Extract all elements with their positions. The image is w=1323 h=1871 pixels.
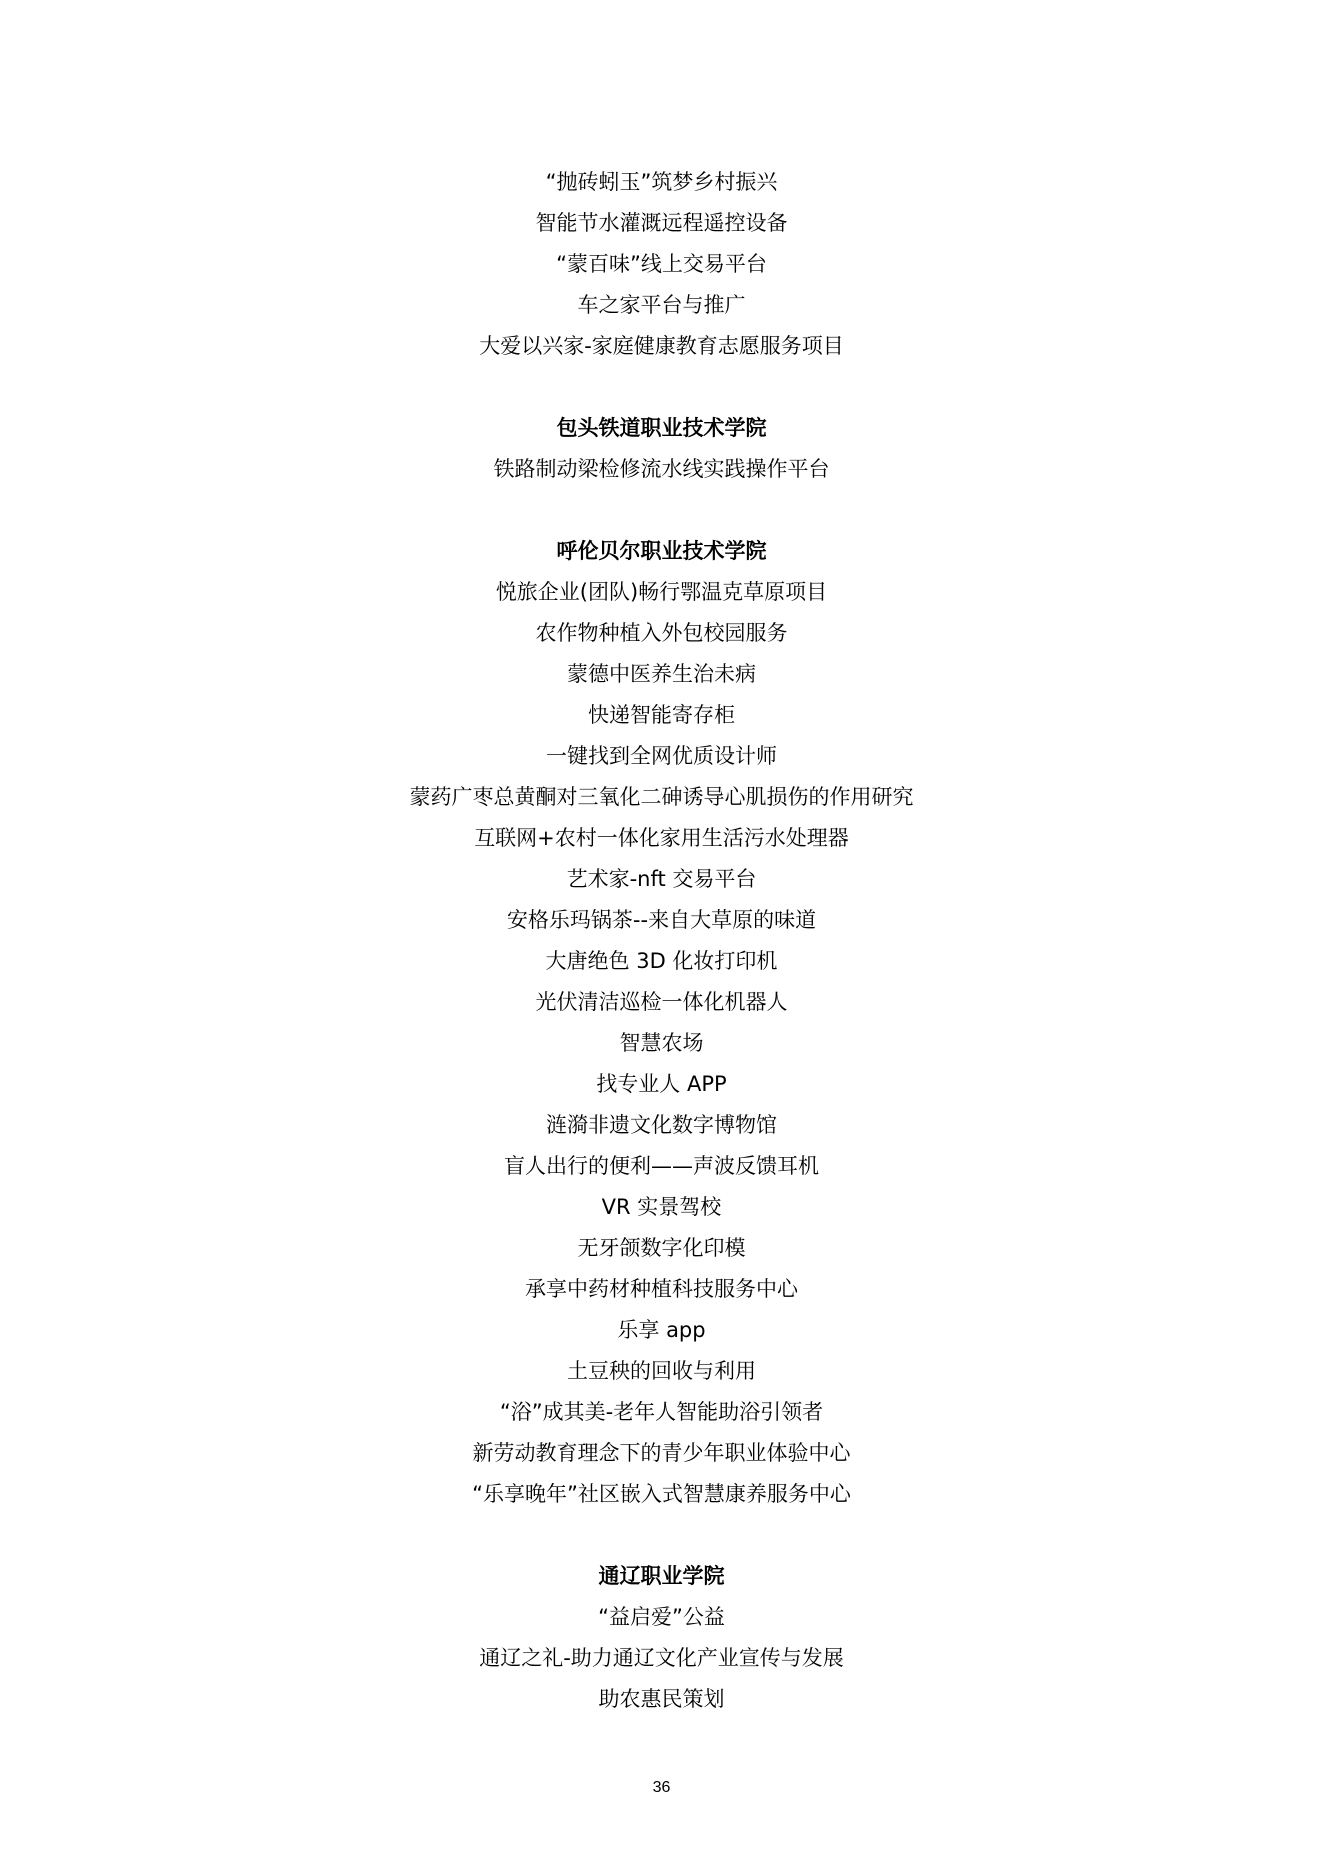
section-tongliao	[0, 1556, 1323, 1720]
project-item: 承享中药材种植科技服务中心	[525, 1277, 798, 1301]
project-item: 乐享 app	[617, 1318, 706, 1342]
project-item: 农作物种植入外包校园服务	[535, 621, 788, 645]
project-item: 大爱以兴家-家庭健康教育志愿服务项目	[479, 334, 844, 358]
project-item: 车之家平台与推广	[577, 293, 746, 317]
project-item: 找专业人 APP	[596, 1072, 727, 1096]
project-item: 蒙德中医养生治未病	[567, 662, 756, 686]
section-hulunbuir	[0, 531, 1323, 1515]
project-item: 新劳动教育理念下的青少年职业体验中心	[472, 1441, 851, 1465]
project-item: 通辽之礼-助力通辽文化产业宣传与发展	[479, 1646, 844, 1670]
project-item: “抛砖蚓玉”筑梦乡村振兴	[545, 170, 778, 194]
institution-heading: 包头铁道职业技术学院	[556, 416, 767, 440]
institution-heading: 呼伦贝尔职业技术学院	[556, 539, 767, 563]
project-item: 土豆秧的回收与利用	[567, 1359, 756, 1383]
document-body	[0, 162, 1323, 1720]
project-list-continued	[0, 162, 1323, 367]
project-item: 无牙颌数字化印模	[577, 1236, 746, 1260]
project-item: 艺术家-nft 交易平台	[566, 867, 757, 891]
project-item: 一键找到全网优质设计师	[546, 744, 777, 768]
project-item: 智能节水灌溉远程遥控设备	[535, 211, 788, 235]
institution-heading: 通辽职业学院	[598, 1564, 725, 1588]
project-item: 智慧农场	[619, 1031, 704, 1055]
project-item: 悦旅企业(团队)畅行鄂温克草原项目	[495, 580, 828, 604]
project-item: 铁路制动梁检修流水线实践操作平台	[493, 457, 830, 481]
project-item: “益启爱”公益	[598, 1605, 725, 1629]
project-item: 蒙药广枣总黄酮对三氧化二砷诱导心肌损伤的作用研究	[409, 785, 914, 809]
project-item: 盲人出行的便利——声波反馈耳机	[504, 1154, 819, 1178]
project-item: 涟漪非遗文化数字博物馆	[546, 1113, 777, 1137]
project-item: 互联网+农村一体化家用生活污水处理器	[474, 826, 849, 850]
project-item: 大唐绝色 3D 化妆打印机	[545, 949, 778, 973]
page-number: 36	[652, 1779, 671, 1796]
project-item: “浴”成其美-老年人智能助浴引领者	[499, 1400, 824, 1424]
project-item: VR 实景驾校	[601, 1195, 722, 1219]
project-item: 快递智能寄存柜	[588, 703, 735, 727]
project-item: “乐享晚年”社区嵌入式智慧康养服务中心	[472, 1482, 851, 1506]
project-item: 助农惠民策划	[598, 1687, 725, 1711]
project-item: “蒙百味”线上交易平台	[556, 252, 767, 276]
project-item: 光伏清洁巡检一体化机器人	[535, 990, 788, 1014]
section-baotou-railway	[0, 408, 1323, 490]
project-item: 安格乐玛锅茶--来自大草原的味道	[506, 908, 817, 932]
